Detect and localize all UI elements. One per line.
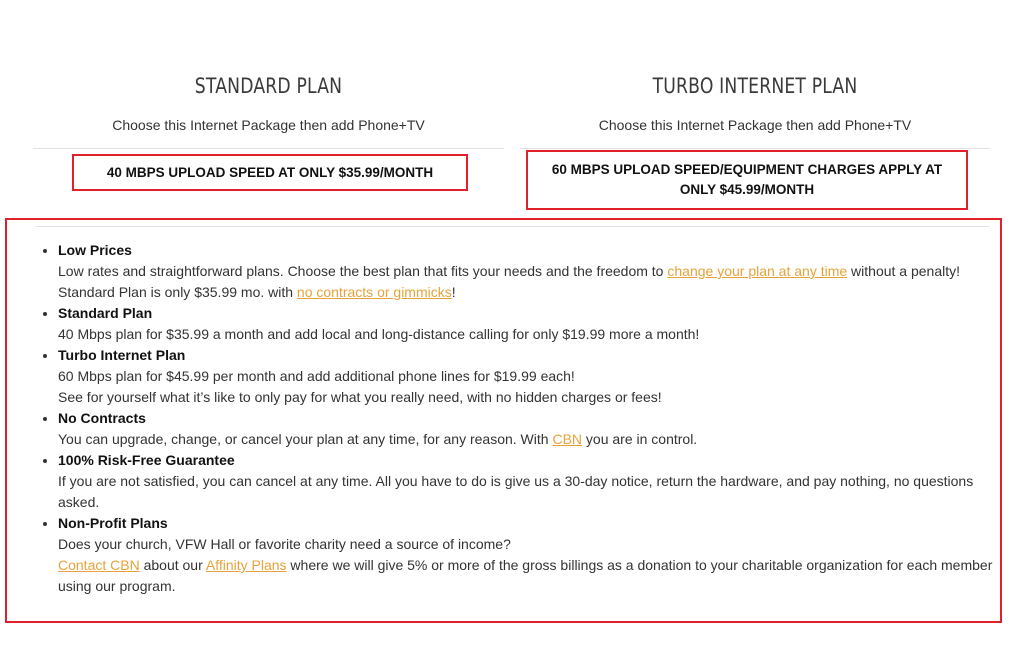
turbo-plan-price	[526, 150, 968, 210]
feature-text	[58, 261, 1013, 282]
feature-text: 60 Mbps plan for $45.99 per month and add additional phone lines for $19.99 each!	[58, 368, 575, 384]
turbo-plan-title: TURBO INTERNET PLAN	[652, 74, 858, 98]
feature-text: 40 Mbps plan for $35.99 a month and add local and long-distance calling for only $19.99 more a month!	[58, 326, 700, 342]
standard-plan-price	[72, 154, 468, 191]
turbo-plan-price-text: 60 MBPS UPLOAD SPEED/EQUIPMENT CHARGES APPLY AT ONLY $45.99/MONTH	[551, 162, 943, 197]
feature-title-low-prices: • Low Prices	[58, 242, 132, 258]
list-item	[58, 345, 1013, 408]
change-plan-link[interactable]: change your plan at any time	[667, 263, 848, 279]
feature-text: See for yourself what it’s like to only pay for what you really need, with no hidden charges or fees!	[58, 389, 662, 405]
turbo-plan-subtitle: Choose this Internet Package then add Phone+TV	[598, 117, 912, 133]
list-item	[58, 408, 1013, 450]
feature-text-part: about our	[139, 557, 206, 573]
list-item	[58, 450, 1013, 513]
feature-title-risk-free: • 100% Risk-Free Guarantee	[58, 452, 235, 468]
cbn-link[interactable]: CBN	[552, 431, 583, 447]
list-item	[58, 513, 1013, 597]
standard-plan-divider	[33, 148, 504, 149]
feature-text-part: where we will give 5% or more of the gross billings as a donation to your charitable organization for each member using our program.	[58, 557, 993, 594]
feature-text-part: Low rates and straightforward plans. Choose the best plan that fits your needs and the freedom to	[58, 263, 668, 279]
feature-text	[58, 555, 1013, 597]
feature-title-standard-plan: • Standard Plan	[58, 305, 153, 321]
feature-text-part: You can upgrade, change, or cancel your plan at any time, for any reason. With	[58, 431, 553, 447]
standard-plan-subtitle: Choose this Internet Package then add Phone+TV	[112, 117, 425, 133]
list-item	[58, 303, 1013, 345]
feature-text-part: without a penalty!	[847, 263, 961, 279]
turbo-plan-divider	[520, 148, 990, 149]
feature-text: Does your church, VFW Hall or favorite charity need a source of income?	[58, 536, 511, 552]
contact-cbn-link[interactable]: Contact CBN	[58, 557, 140, 573]
feature-text-part: !	[451, 284, 456, 300]
feature-text: If you are not satisfied, you can cancel at any time. All you have to do is give us a 30-day notice, return the hardware, and pay nothing, no questions asked.	[58, 473, 974, 510]
standard-plan-title: STANDARD PLAN	[194, 74, 343, 98]
feature-title-turbo-plan: • Turbo Internet Plan	[58, 347, 186, 363]
feature-title-no-contracts: • No Contracts	[58, 410, 146, 426]
feature-text	[58, 282, 1013, 303]
turbo-plan-column	[520, 62, 990, 149]
features-divider	[36, 226, 989, 227]
feature-text	[58, 429, 1013, 450]
feature-text-part: Standard Plan is only $35.99 mo. with	[58, 284, 297, 300]
list-item	[58, 240, 1013, 303]
standard-plan-price-text: 40 MBPS UPLOAD SPEED AT ONLY $35.99/MONTH	[106, 164, 434, 180]
feature-text-part: you are in control.	[582, 431, 698, 447]
affinity-plans-link[interactable]: Affinity Plans	[205, 557, 287, 573]
no-contracts-link[interactable]: no contracts or gimmicks	[296, 284, 452, 300]
features-list	[32, 240, 1013, 597]
feature-title-non-profit: • Non-Profit Plans	[58, 515, 168, 531]
standard-plan-column	[33, 62, 504, 149]
